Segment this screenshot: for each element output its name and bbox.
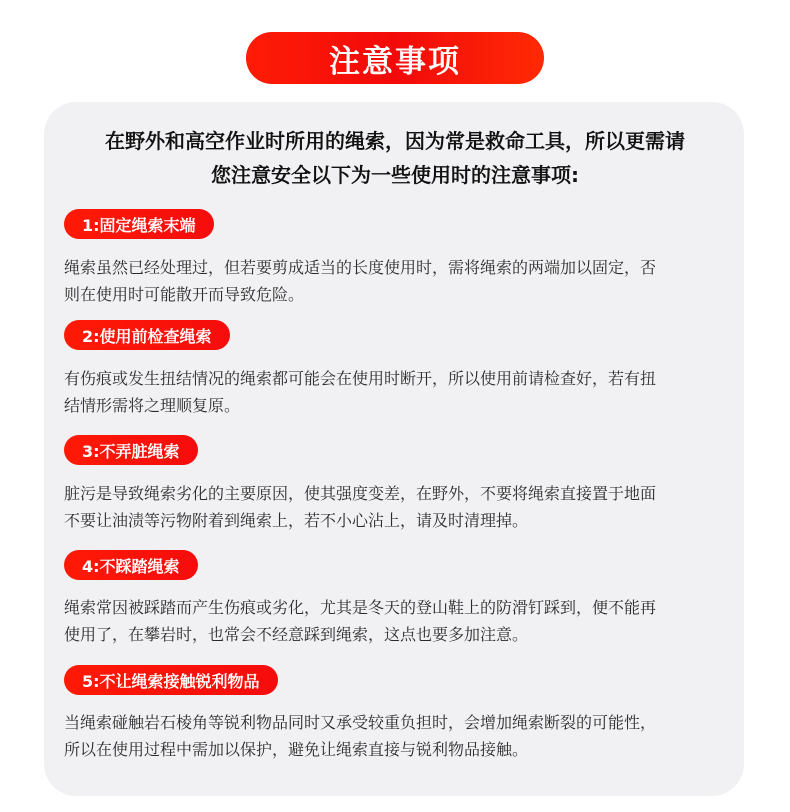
section-body-fix-rope-ends — [64, 254, 732, 308]
section-line: 当绳索碰触岩石棱角等锐利物品同时又承受较重负担时，会增加绳索断裂的可能性， — [64, 713, 657, 732]
section-line: 使用了，在攀岩时，也常会不经意踩到绳索，这点也要多加注意。 — [64, 625, 529, 644]
intro-text — [60, 124, 730, 192]
section-label-avoid-sharp-objects: 5:不让绳索接触锐利物品 — [64, 665, 278, 695]
section-body-no-stepping — [64, 594, 732, 648]
section-line: 脏污是导致绳索劣化的主要原因，使其强度变差，在野外，不要将绳索直接置于地面 — [64, 484, 657, 503]
section-line: 绳索虽然已经处理过，但若要剪成适当的长度使用时，需将绳索的两端加以固定，否 — [64, 258, 657, 277]
section-line: 则在使用时可能散开而导致危险。 — [64, 285, 305, 304]
page-title: 注意事项 — [246, 32, 544, 84]
section-label-fix-rope-ends: 1:固定绳索末端 — [64, 209, 214, 239]
section-label-keep-rope-clean: 3:不弄脏绳索 — [64, 435, 198, 465]
section-line: 结情形需将之理顺复原。 — [64, 396, 241, 415]
section-label-no-stepping: 4:不踩踏绳索 — [64, 550, 198, 580]
section-body-keep-rope-clean — [64, 480, 732, 534]
section-line: 所以在使用过程中需加以保护，避免让绳索直接与锐利物品接触。 — [64, 740, 529, 759]
section-line: 不要让油渍等污物附着到绳索上，若不小心沾上，请及时清理掉。 — [64, 511, 529, 530]
section-body-avoid-sharp-objects — [64, 709, 732, 763]
intro-line: 在野外和高空作业时所用的绳索，因为常是救命工具，所以更需请 — [105, 129, 685, 153]
section-label-inspect-rope: 2:使用前检查绳索 — [64, 320, 230, 350]
section-line: 绳索常因被踩踏而产生伤痕或劣化，尤其是冬天的登山鞋上的防滑钉踩到，便不能再 — [64, 598, 657, 617]
section-line: 有伤痕或发生扭结情况的绳索都可能会在使用时断开，所以使用前请检查好，若有扭 — [64, 369, 657, 388]
section-body-inspect-rope — [64, 365, 732, 419]
intro-line: 您注意安全以下为一些使用时的注意事项: — [211, 163, 579, 187]
